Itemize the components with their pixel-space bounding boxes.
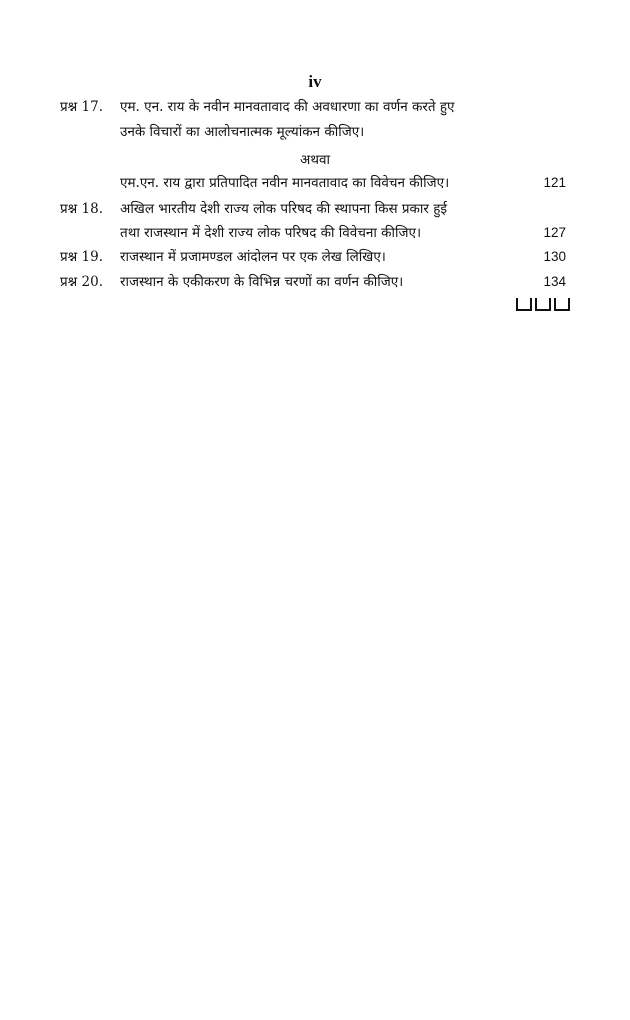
question-18-line-1: अखिल भारतीय देशी राज्य लोक परिषद की स्थापना किस प्रकार हुई <box>120 201 448 217</box>
question-19-label: प्रश्न 19. <box>60 249 103 265</box>
end-mark-box <box>516 298 532 311</box>
question-20-line-1: राजस्थान के एकीकरण के विभिन्न चरणों का वर्णन कीजिए। <box>120 274 404 290</box>
end-mark-box <box>535 298 551 311</box>
question-18-line-2: तथा राजस्थान में देशी राज्य लोक परिषद की विवेचना कीजिए। <box>120 225 422 241</box>
question-17-page: 121 <box>543 175 566 190</box>
question-20-page: 134 <box>543 274 566 289</box>
end-mark-box <box>554 298 570 311</box>
page-number: iv <box>308 72 322 91</box>
question-17-alt-line: एम.एन. राय द्वारा प्रतिपादित नवीन मानवतावाद का विवेचन कीजिए। <box>120 175 450 191</box>
question-19-line-1: राजस्थान में प्रजामण्डल आंदोलन पर एक लेख लिखिए। <box>120 249 386 265</box>
question-17-label: प्रश्न 17. <box>60 99 103 115</box>
end-of-section-mark <box>516 298 570 311</box>
or-label: अथवा <box>300 152 330 168</box>
question-18-label: प्रश्न 18. <box>60 201 103 217</box>
question-19-page: 130 <box>543 249 566 264</box>
question-20-label: प्रश्न 20. <box>60 274 103 290</box>
question-17-line-2: उनके विचारों का आलोचनात्मक मूल्यांकन कीजिए। <box>120 124 365 140</box>
question-18-page: 127 <box>543 225 566 240</box>
question-17-line-1: एम. एन. राय के नवीन मानवतावाद की अवधारणा का वर्णन करते हुए <box>120 99 455 115</box>
